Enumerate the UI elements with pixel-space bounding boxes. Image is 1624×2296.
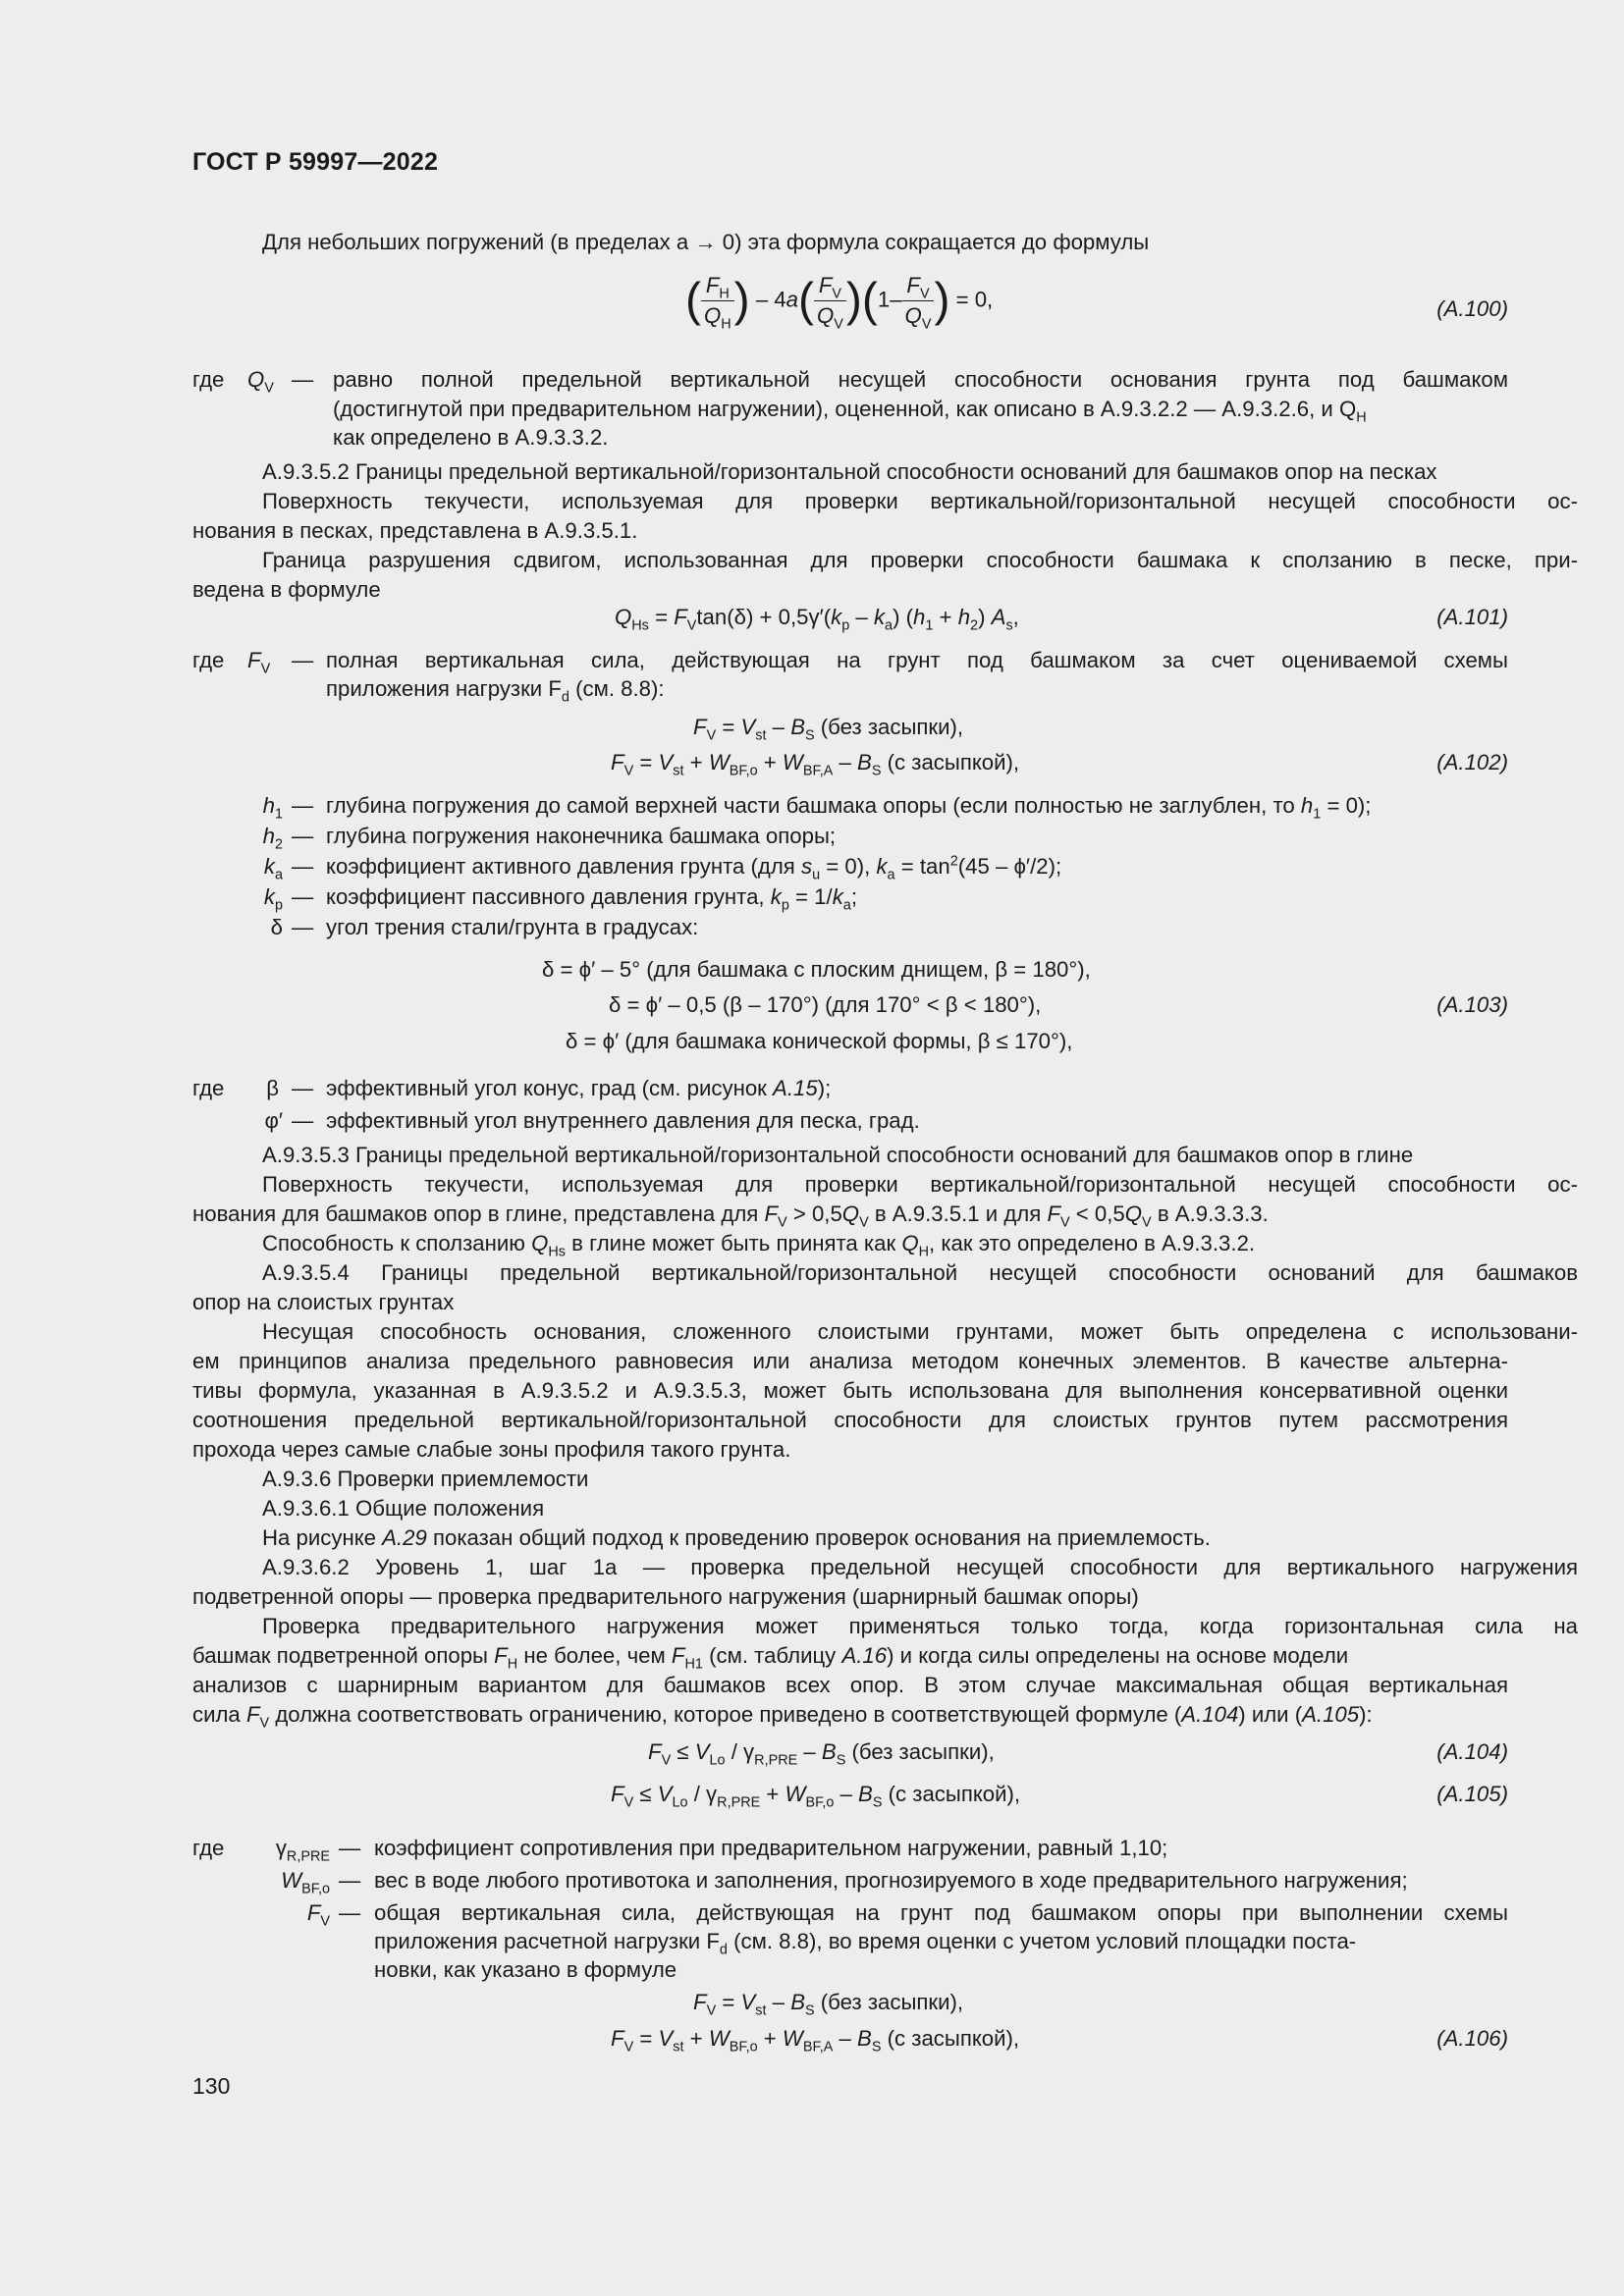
h2-def: глубина погружения наконечника башмака опоры; (326, 824, 837, 848)
dash: — (339, 1836, 361, 1860)
fv2-def-line1: общая вертикальная сила, действующая на грунт под башмаком опоры при выполнении схемы (374, 1900, 1508, 1925)
fv2-def-line3: новки, как указано в формуле (374, 1957, 677, 1982)
paragraph-line: сила $F_V$ должна соответствовать ограничению, которое приведено в соответствующей формуле (A.104) или (A.105): (192, 1702, 1373, 1732)
paragraph-line: На рисунке A.29 показан общий подход к проведению проверок основания на приемлемость. (262, 1525, 1211, 1550)
eq100-intro: Для небольших погружений (в пределах a → 0) эта формула сокращается до формулы (262, 230, 1150, 254)
paragraph-line: соотношения предельной вертикальной/горизонтальной способности для слоистых грунтов путем рассмотрения (192, 1408, 1508, 1432)
eq102-number: (A.102) (1436, 750, 1508, 774)
dash: — (339, 1900, 361, 1925)
section-a9354-title-cont: опор на слоистых грунтах (192, 1290, 455, 1314)
h1-def: глубина погружения до самой верхней части башмака опоры (если полностью не заглублен, то $h_1 = 0$); (326, 793, 1372, 823)
dash: — (292, 915, 314, 939)
eq105-number: (A.105) (1436, 1782, 1508, 1806)
paragraph-line: Проверка предварительного нагружения может применяться только тогда, когда горизонтальная сила на (262, 1614, 1578, 1638)
symbol-wbfo: $W_{BF,o}$ (281, 1868, 330, 1897)
paragraph-line: Поверхность текучести, используемая для проверки вертикальной/горизонтальной несущей способности ос- (262, 489, 1578, 513)
eq105-formula: $F_V \le V_{Lo} / \gamma_{R,PRE} + W_{BF,o} - B_S$ (с засыпкой), (611, 1782, 1021, 1811)
paragraph-line: нования в песках, представлена в А.9.3.5.1. (192, 518, 638, 543)
symbol-delta: δ (270, 915, 283, 939)
where-label: где (192, 1076, 225, 1100)
dash: — (339, 1868, 361, 1893)
symbol-fv: $F_V$ (247, 648, 271, 677)
paragraph-line: анализов с шарнирным вариантом для башмаков всех опор. В этом случае максимальная общая вертикальная (192, 1673, 1508, 1697)
qv-def-line3: как определено в А.9.3.3.2. (333, 425, 609, 450)
symbol-gamma-rpre: $\gamma_{R,PRE}$ (275, 1836, 330, 1865)
dash: — (292, 367, 314, 392)
qv-def-line2: (достигнутой при предварительном нагружении), оцененной, как описано в А.9.3.2.2 — А.9.3.2.6, и $Q_H$ (333, 397, 1367, 426)
dash: — (292, 824, 314, 848)
fv-def-line2: приложения нагрузки $F_d$ (см. 8.8): (326, 676, 665, 706)
eq104-formula: $F_V \le V_{Lo} / \gamma_{R,PRE} - B_S$ (без засыпки), (648, 1739, 995, 1769)
paragraph-line: нования для башмаков опор в глине, представлена для $F_V > 0,5Q_V$ в А.9.3.5.1 и для $F_V < 0,5Q_V$ в А.9.3.3.3. (192, 1201, 1269, 1231)
kp-def: коэффициент пассивного давления грунта, $k_p = 1/k_a$; (326, 884, 857, 914)
dash: — (292, 793, 314, 818)
eq103a-formula: δ = ϕ′ – 5° (для башмака с плоским днищем, β = 180°), (542, 957, 1091, 982)
eq103-number: (A.103) (1436, 992, 1508, 1017)
where-label: где (192, 1836, 225, 1860)
section-a9353-title: А.9.3.5.3 Границы предельной вертикальной/горизонтальной способности оснований для башмаков опор в глине (262, 1143, 1414, 1167)
dash: — (292, 648, 314, 672)
phi-def: эффективный угол внутреннего давления для песка, град. (326, 1108, 920, 1133)
symbol-beta: β (266, 1076, 279, 1100)
dash: — (292, 884, 314, 909)
eq102b-formula: $F_V = V_{st} + W_{BF,o} + W_{BF,A} - B_S$ (с засыпкой), (611, 750, 1020, 779)
document-header: ГОСТ Р 59997—2022 (192, 148, 439, 176)
wbfo-def: вес в воде любого противотока и заполнения, прогнозируемого в ходе предварительного нагружения; (374, 1868, 1408, 1893)
delta-def: угол трения стали/грунта в градусах: (326, 915, 699, 939)
fv2-def-line2: приложения расчетной нагрузки $F_d$ (см. 8.8), во время оценки с учетом условий площадки поста- (374, 1929, 1357, 1958)
symbol-h1: $h_1$ (262, 793, 283, 823)
symbol-ka: $k_a$ (263, 854, 283, 883)
eq104-number: (A.104) (1436, 1739, 1508, 1764)
symbol-kp: $k_p$ (263, 884, 283, 914)
gamma-def: коэффициент сопротивления при предварительном нагружении, равный 1,10; (374, 1836, 1168, 1860)
section-a9362-title-cont: подветренной опоры — проверка предварительного нагружения (шарнирный башмак опоры) (192, 1584, 1139, 1609)
section-a9352-title: А.9.3.5.2 Границы предельной вертикальной/горизонтальной способности оснований для башмаков опор на песках (262, 459, 1437, 484)
eq106a-formula: $F_V = V_{st} - B_S$ (без засыпки), (693, 1990, 964, 2019)
eq106b-formula: $F_V = V_{st} + W_{BF,o} + W_{BF,A} - B_S$ (с засыпкой), (611, 2026, 1020, 2056)
equation-a100 (192, 271, 1508, 349)
page-number: 130 (192, 2073, 231, 2099)
paragraph-line: прохода через самые слабые зоны профиля такого грунта. (192, 1437, 791, 1462)
paragraph-line: Поверхность текучести, используемая для проверки вертикальной/горизонтальной несущей способности ос- (262, 1172, 1578, 1197)
section-a9362-title: А.9.3.6.2 Уровень 1, шаг 1а — проверка предельной несущей способности для вертикального нагружения (262, 1555, 1578, 1579)
ka-def: коэффициент активного давления грунта (для $s_u = 0$), $k_a = \tan^2(45 - \phi'/2)$; (326, 853, 1062, 883)
eq103c-formula: δ = ϕ′ (для башмака конической формы, β ≤ 170°), (566, 1029, 1073, 1053)
dash: — (292, 1076, 314, 1100)
qv-def-line1: равно полной предельной вертикальной несущей способности основания грунта под башмаком (333, 367, 1508, 392)
symbol-fv: $F_V$ (306, 1900, 330, 1930)
eq106-number: (A.106) (1436, 2026, 1508, 2051)
paragraph-line: тивы формула, указанная в А.9.3.5.2 и А.9.3.5.3, может быть использована для выполнения консервативной оценки (192, 1378, 1508, 1403)
beta-def: эффективный угол конус, град (см. рисунок A.15); (326, 1076, 832, 1100)
eq100-number: (A.100) (1436, 296, 1508, 321)
symbol-qv: $Q_V$ (247, 367, 274, 397)
dash: — (292, 854, 314, 879)
paragraph-line: Несущая способность основания, сложенного слоистыми грунтами, может быть определена с использовани- (262, 1319, 1578, 1344)
symbol-h2: $h_2$ (262, 824, 283, 853)
dash: — (292, 1108, 314, 1133)
section-a936-title: А.9.3.6 Проверки приемлемости (262, 1467, 589, 1491)
section-a9354-title: А.9.3.5.4 Границы предельной вертикальной/горизонтальной несущей способности оснований для башмаков (262, 1260, 1578, 1285)
eq100-formula: ( $\frac{F_H}{Q_H}$ ) – 4a( $\frac{F_V}{Q_V}$ )(1– $\frac{F_V}{Q_V}$ ) = 0, (685, 273, 994, 333)
where-label: где (192, 648, 225, 672)
eq101-number: (A.101) (1436, 605, 1508, 629)
eq102a-formula: $F_V = V_{st} - B_S$ (без засыпки), (693, 715, 964, 744)
paragraph-line: Способность к сползанию $Q_{Hs}$ в глине может быть принята как $Q_H$, как это определено в А.9.3.3.2. (262, 1231, 1256, 1260)
eq101-formula: $Q_{Hs} = F_V\tan(\delta) + 0,5\gamma'(k_p - k_a) (h_1 + h_2)$ $A_s$, (615, 605, 1019, 634)
section-a9361-title: А.9.3.6.1 Общие положения (262, 1496, 545, 1521)
where-label: где (192, 367, 225, 392)
paragraph-line: ем принципов анализа предельного равновесия или анализа методом конечных элементов. В качестве альтерна- (192, 1349, 1508, 1373)
paragraph-line: башмак подветренной опоры $F_H$ не более, чем $F_{H1}$ (см. таблицу A.16) и когда силы определены на основе модели (192, 1643, 1349, 1673)
fv-def-line1: полная вертикальная сила, действующая на грунт под башмаком за счет оцениваемой схемы (326, 648, 1508, 672)
paragraph-line: ведена в формуле (192, 577, 381, 602)
symbol-phi: φ′ (264, 1108, 283, 1133)
paragraph-line: Граница разрушения сдвигом, использованная для проверки способности башмака к сползанию в песке, при- (262, 548, 1578, 572)
eq103b-formula: δ = ϕ′ – 0,5 (β – 170°) (для 170° < β < 180°), (609, 992, 1042, 1017)
